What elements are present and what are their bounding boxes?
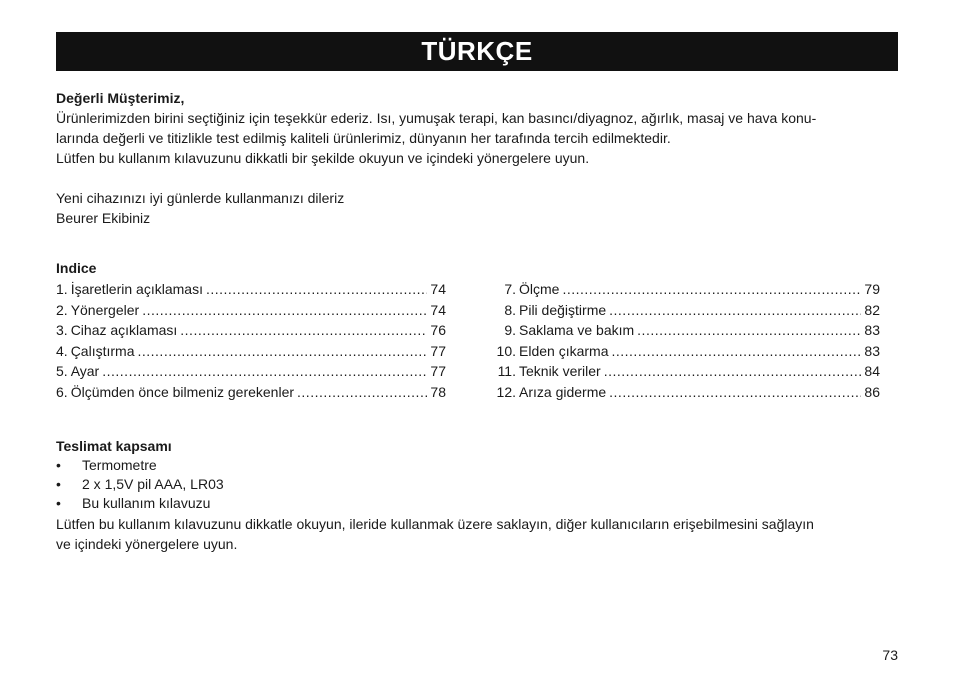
intro-line-3: Lütfen bu kullanım kılavuzunu dikkatli bir şekilde okuyun ve içindeki yönergelere uyun. [56, 150, 590, 166]
delivery-note-line-1: Lütfen bu kullanım kılavuzunu dikkatle okuyun, ileride kullanmak üzere saklayın, diğer kullanıcıların erişebilmesini sağlayın [56, 516, 814, 532]
intro-heading: Değerli Müşterimiz, [56, 90, 185, 106]
toc-entry[interactable]: 10. Elden çıkarma ..... 83 [490, 341, 880, 362]
toc-right-column [490, 279, 880, 402]
list-item: • Termometre [56, 457, 157, 473]
delivery-section [56, 437, 898, 554]
page-title-bar [56, 32, 898, 71]
toc-entry[interactable]: 3. Cihaz açıklaması ..... 76 [56, 320, 446, 341]
page-title: TÜRKÇE [421, 36, 533, 66]
greeting-signature: Beurer Ekibiniz [56, 210, 151, 226]
intro-line-1: Ürünlerimizden birini seçtiğiniz için teşekkür ederiz. Isı, yumuşak terapi, kan basıncı/diyagnoz, ağırlık, masaj ve hava konu- [56, 110, 817, 126]
toc-entry[interactable]: 9. Saklama ve bakım ..... 83 [490, 320, 880, 341]
greeting-line-1: Yeni cihazınızı iyi günlerde kullanmanızı dileriz [56, 190, 345, 206]
delivery-heading: Teslimat kapsamı [56, 438, 172, 454]
toc-entry[interactable]: 7. Ölçme ..... 79 [490, 279, 880, 300]
toc-entry[interactable]: 11. Teknik veriler ..... 84 [490, 361, 880, 382]
toc-entry[interactable]: 6. Ölçümden önce bilmeniz gerekenler ..... 78 [56, 382, 446, 403]
list-item: • Bu kullanım kılavuzu [56, 495, 211, 511]
bullet-icon: • [56, 495, 61, 511]
toc-entry[interactable]: 5. Ayar ..... 77 [56, 361, 446, 382]
bullet-icon: • [56, 457, 61, 473]
intro-line-2: larında değerli ve titizlikle test edilmiş kaliteli ürünlerimiz, dünyanın her tarafında tercih edilmektedir. [56, 130, 671, 146]
toc-entry[interactable]: 12. Arıza giderme ..... 86 [490, 382, 880, 403]
page-number: 73 [882, 647, 898, 663]
toc-entry[interactable]: 4. Çalıştırma ..... 77 [56, 341, 446, 362]
index-heading: Indice [56, 260, 97, 276]
greeting-section [56, 188, 898, 228]
delivery-list [56, 456, 898, 513]
delivery-note-line-2: ve içindeki yönergelere uyun. [56, 536, 238, 552]
toc-entry[interactable]: 1. İşaretlerin açıklaması ..... 74 [56, 279, 446, 300]
toc-entry[interactable]: 2. Yönergeler ..... 74 [56, 300, 446, 321]
list-item: • 2 x 1,5V pil AAA, LR03 [56, 476, 224, 492]
index-section [56, 258, 898, 278]
intro-section [56, 88, 898, 168]
toc-entry[interactable]: 8. Pili değiştirme ..... 82 [490, 300, 880, 321]
toc-left-column [56, 279, 446, 402]
bullet-icon: • [56, 476, 61, 492]
